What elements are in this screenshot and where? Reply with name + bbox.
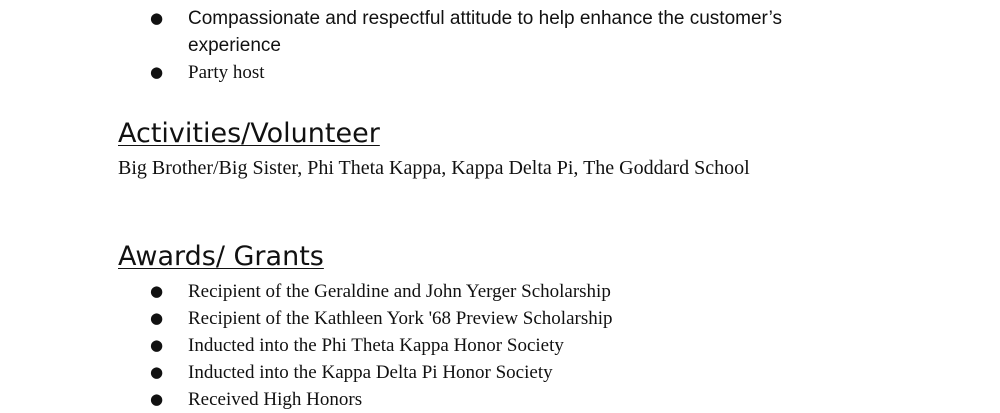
bullet-icon: ● <box>150 390 164 408</box>
bullet-icon: ● <box>150 336 164 354</box>
bullet-icon: ● <box>150 363 164 381</box>
awards-heading: Awards/ Grants <box>118 241 324 272</box>
experience-bullet-list <box>150 5 850 86</box>
award-bullet-item <box>150 305 850 332</box>
award-text: Received High Honors <box>188 389 363 410</box>
award-bullet-item <box>150 332 850 359</box>
experience-bullet-item <box>150 5 850 59</box>
activities-text: Big Brother/Big Sister, Phi Theta Kappa, Kappa Delta Pi, The Goddard School <box>118 157 750 179</box>
experience-bullet-text: Compassionate and respectful attitude to help enhance the customer’s experience <box>188 8 782 56</box>
bullet-icon: ● <box>150 9 164 27</box>
award-bullet-item <box>150 278 850 305</box>
award-text: Recipient of the Geraldine and John Yerger Scholarship <box>188 281 611 302</box>
award-text: Inducted into the Kappa Delta Pi Honor Society <box>188 362 553 383</box>
bullet-icon: ● <box>150 282 164 300</box>
awards-bullet-list <box>150 278 850 413</box>
activities-heading: Activities/Volunteer <box>118 118 380 149</box>
experience-bullet-item <box>150 59 850 86</box>
bullet-icon: ● <box>150 309 164 327</box>
bullet-icon: ● <box>150 63 164 81</box>
experience-bullet-text: Party host <box>188 62 265 83</box>
award-bullet-item <box>150 359 850 386</box>
award-text: Recipient of the Kathleen York '68 Preview Scholarship <box>188 308 613 329</box>
award-text: Inducted into the Phi Theta Kappa Honor Society <box>188 335 564 356</box>
